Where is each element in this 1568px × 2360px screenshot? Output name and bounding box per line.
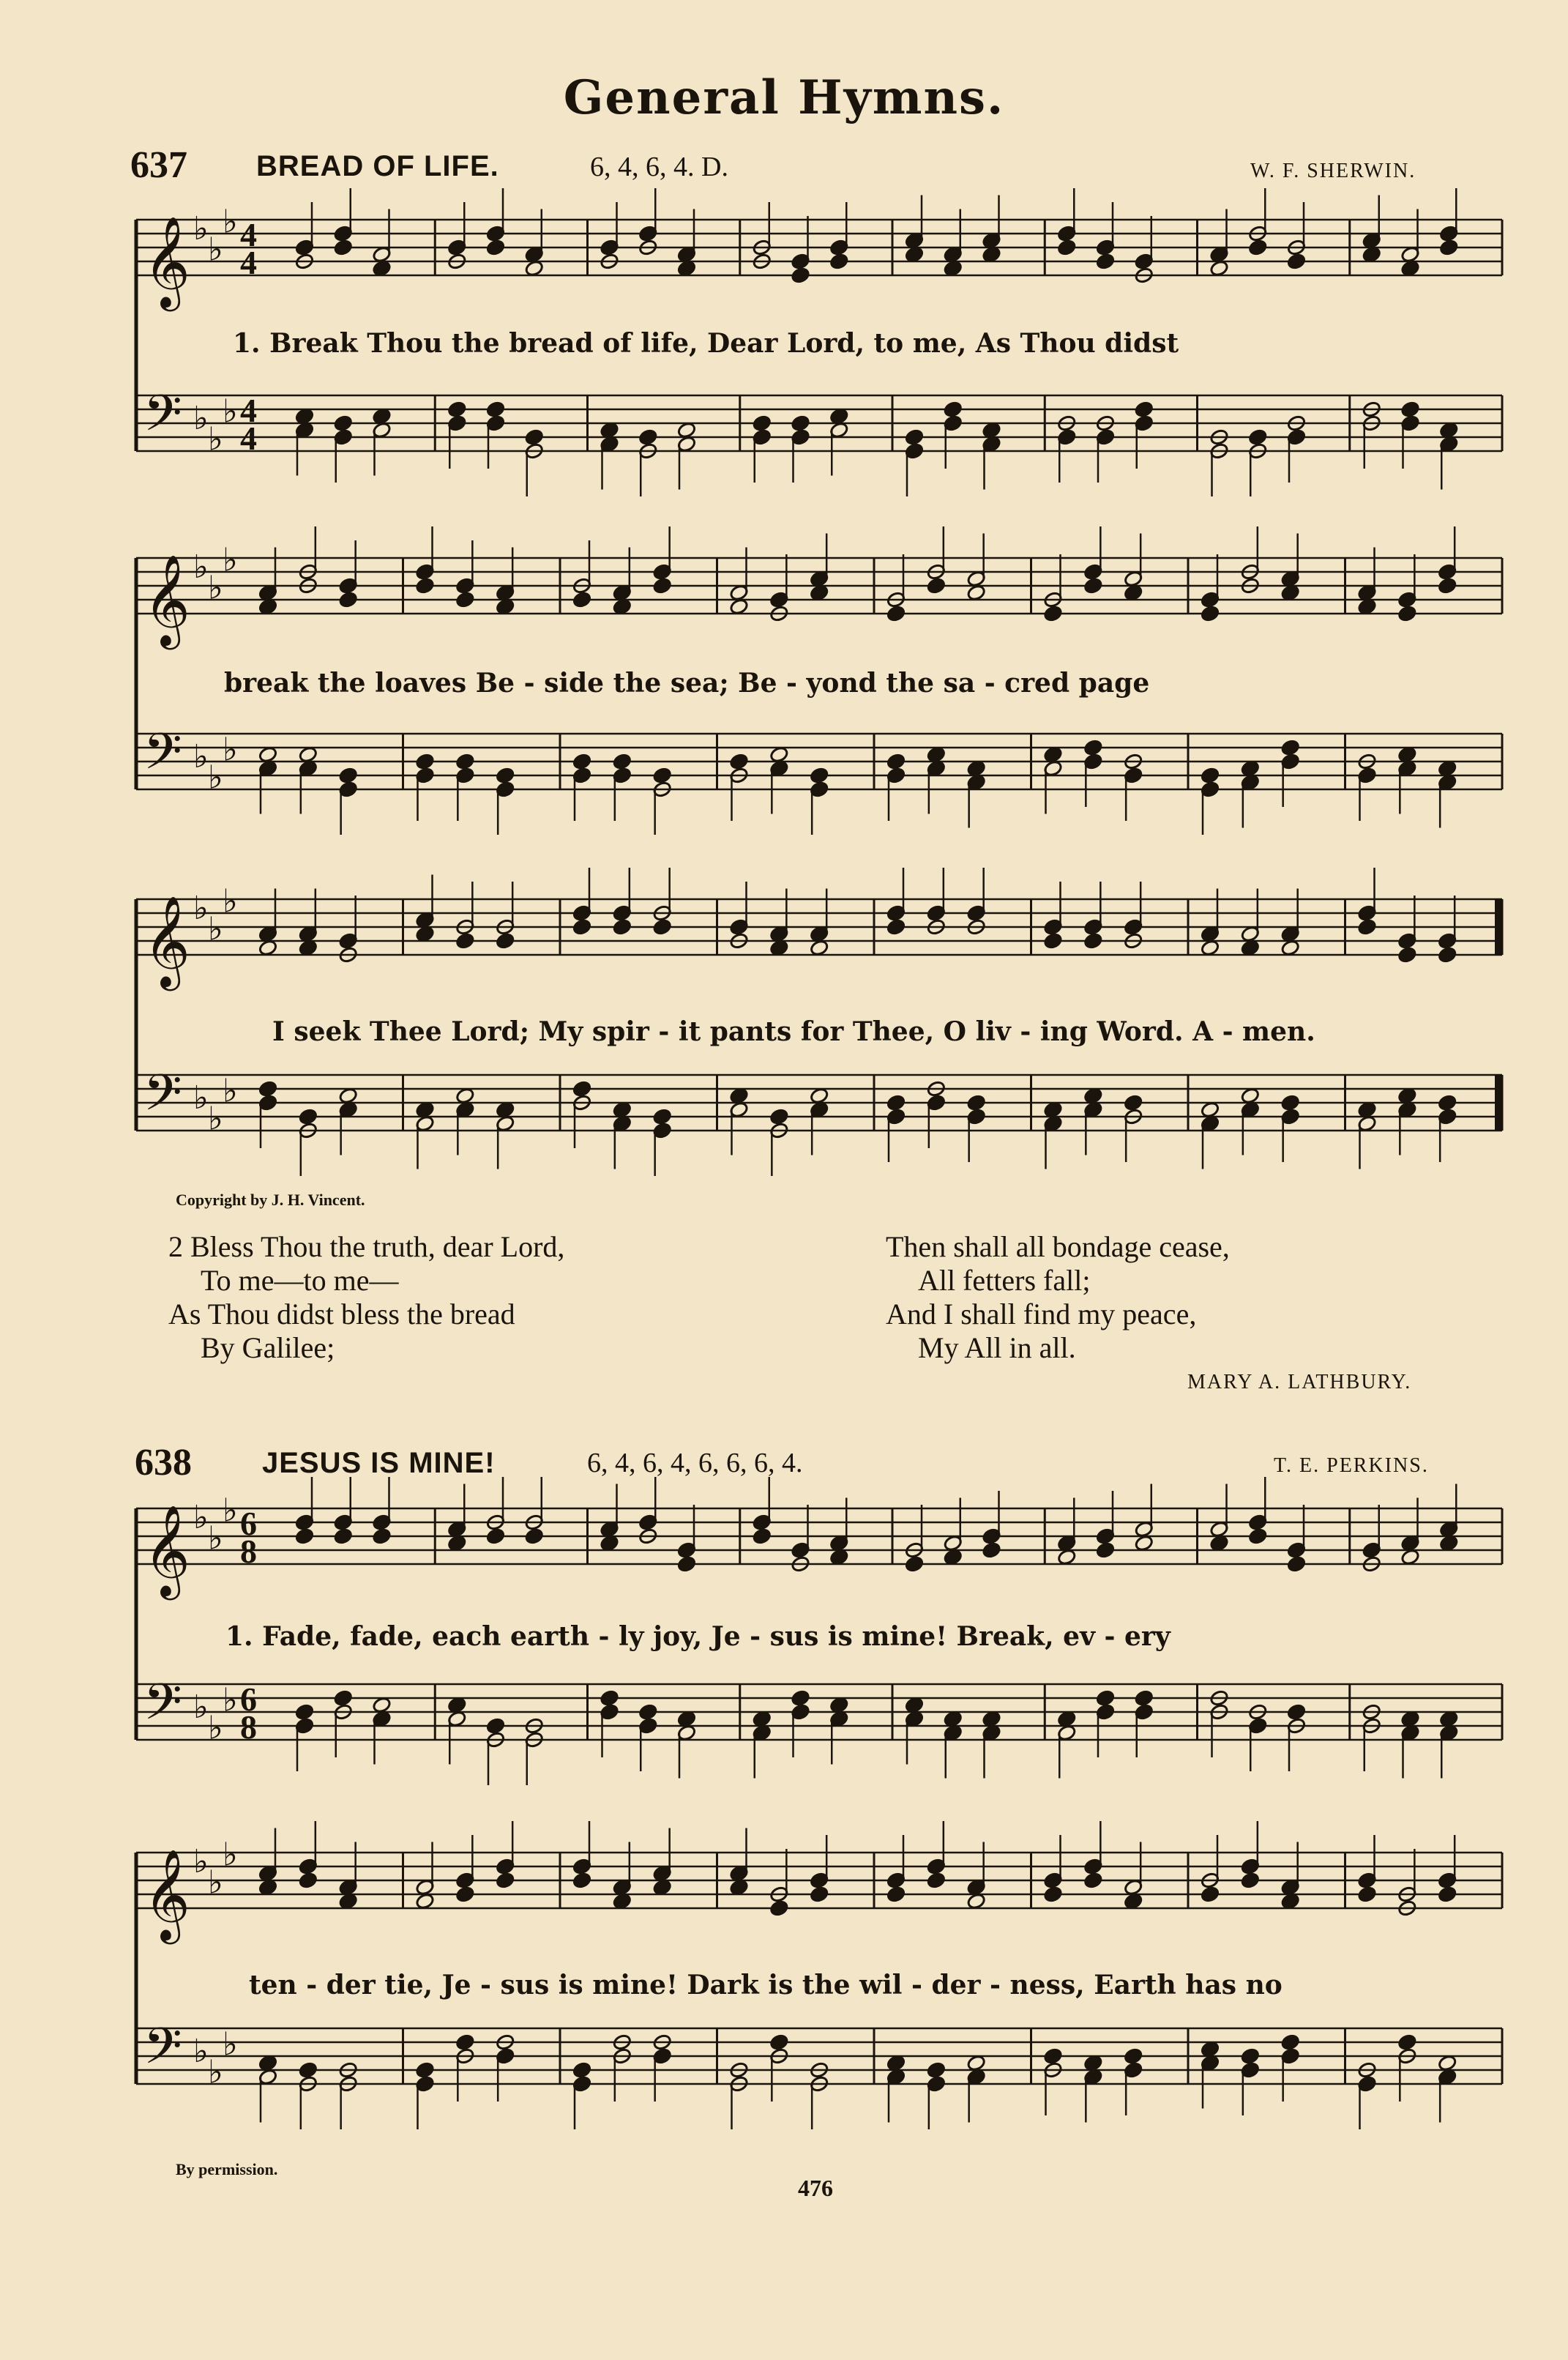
hymn-number: 637 bbox=[130, 144, 187, 186]
flat-sign-icon: ♭ bbox=[208, 231, 223, 269]
hymn-number: 638 bbox=[135, 1442, 192, 1484]
verse-line: 2 Bless Thou the truth, dear Lord, bbox=[168, 1230, 565, 1263]
page-number: 476 bbox=[798, 2175, 833, 2201]
note-head bbox=[652, 577, 672, 595]
note-head bbox=[298, 2061, 318, 2079]
note-head bbox=[1124, 1094, 1143, 1112]
flat-sign-icon: ♭ bbox=[193, 1843, 209, 1881]
note-head bbox=[791, 1689, 810, 1707]
note-head bbox=[1124, 2047, 1143, 2065]
time-signature-bottom: 8 bbox=[240, 1708, 257, 1746]
note-head bbox=[333, 1527, 353, 1545]
flat-sign-icon: ♭ bbox=[208, 910, 223, 948]
note-head bbox=[982, 1541, 1001, 1559]
lyric-line: I seek Thee Lord; My spir - it pants for Thee, O liv - ing Word. A - men. bbox=[272, 1016, 1315, 1047]
flat-sign-icon: ♭ bbox=[208, 420, 223, 458]
note-head bbox=[338, 591, 358, 608]
note-head bbox=[1357, 1886, 1377, 1903]
note-head bbox=[1287, 253, 1307, 270]
note-head bbox=[1438, 1094, 1457, 1112]
note-head bbox=[905, 1555, 925, 1573]
time-signature-bottom: 4 bbox=[240, 244, 257, 281]
note-head bbox=[926, 1872, 946, 1889]
note-head bbox=[1096, 1541, 1116, 1559]
note-head bbox=[926, 2061, 946, 2079]
note-head bbox=[455, 2033, 475, 2051]
verse-right bbox=[886, 1230, 1230, 1365]
note-head bbox=[1096, 253, 1116, 270]
note-head bbox=[612, 753, 632, 770]
note-head bbox=[572, 1872, 592, 1889]
flat-sign-icon: ♭ bbox=[208, 2053, 223, 2091]
flat-sign-icon: ♭ bbox=[193, 890, 209, 928]
note-head bbox=[677, 1555, 697, 1573]
note-head bbox=[652, 918, 672, 936]
note-head bbox=[1134, 401, 1154, 418]
flat-sign-icon: ♭ bbox=[223, 1072, 238, 1110]
flat-sign-icon: ♭ bbox=[223, 882, 238, 920]
time-signature-bottom: 4 bbox=[240, 420, 257, 457]
note-head bbox=[295, 1703, 315, 1721]
time-signature-bottom: 8 bbox=[240, 1533, 257, 1570]
note-head bbox=[1134, 1689, 1154, 1707]
note-head bbox=[1397, 946, 1417, 964]
note-head bbox=[1397, 2033, 1417, 2051]
note-head bbox=[829, 253, 849, 270]
note-head bbox=[295, 1527, 315, 1545]
note-head bbox=[372, 1527, 392, 1545]
note-head bbox=[1057, 239, 1077, 256]
note-head bbox=[1438, 577, 1457, 595]
note-head bbox=[1287, 1703, 1307, 1721]
note-head bbox=[455, 753, 475, 770]
flat-sign-icon: ♭ bbox=[193, 1689, 209, 1727]
flat-sign-icon: ♭ bbox=[208, 1100, 223, 1138]
verse-line: My All in all. bbox=[918, 1331, 1076, 1364]
time-signature-top: 4 bbox=[240, 216, 257, 253]
flat-sign-icon: ♭ bbox=[223, 731, 238, 769]
note-head bbox=[572, 1080, 592, 1098]
note-head bbox=[1096, 1689, 1116, 1707]
lyric-line: break the loaves Be - side the sea; Be - yond the sa - cred page bbox=[224, 668, 1150, 699]
final-bar-line bbox=[1495, 1075, 1502, 1131]
note-head bbox=[905, 428, 925, 446]
note-head bbox=[486, 401, 506, 418]
final-bar-line bbox=[1495, 899, 1502, 955]
note-head bbox=[966, 1094, 986, 1112]
flat-sign-icon: ♭ bbox=[223, 203, 238, 241]
note-head bbox=[752, 1527, 772, 1545]
note-head bbox=[486, 1717, 506, 1735]
note-head bbox=[886, 1094, 906, 1112]
note-head bbox=[612, 918, 632, 936]
note-head bbox=[1240, 2047, 1260, 2065]
note-head bbox=[1248, 239, 1268, 256]
note-head bbox=[729, 753, 749, 770]
note-head bbox=[1043, 2047, 1063, 2065]
note-head bbox=[486, 1527, 506, 1545]
note-head bbox=[333, 1689, 353, 1707]
flat-sign-icon: ♭ bbox=[208, 1709, 223, 1747]
note-head bbox=[1248, 428, 1268, 446]
note-head bbox=[769, 2033, 789, 2051]
note-head bbox=[638, 428, 658, 446]
lyric-line: ten - der tie, Je - sus is mine! Dark is the wil - der - ness, Earth has no bbox=[249, 1970, 1283, 2000]
note-head bbox=[1438, 1886, 1457, 1903]
note-head bbox=[791, 267, 810, 284]
note-head bbox=[338, 767, 358, 784]
note-head bbox=[572, 918, 592, 936]
note-head bbox=[333, 414, 353, 432]
hymn-composer: T. E. PERKINS. bbox=[1274, 1454, 1429, 1477]
flat-sign-icon: ♭ bbox=[223, 392, 238, 431]
flat-sign-icon: ♭ bbox=[193, 548, 209, 587]
note-head bbox=[496, 1872, 515, 1889]
note-head bbox=[415, 753, 435, 770]
note-head bbox=[524, 428, 544, 446]
note-head bbox=[752, 414, 772, 432]
note-head bbox=[572, 2061, 592, 2079]
note-head bbox=[886, 918, 906, 936]
flat-sign-icon: ♭ bbox=[193, 210, 209, 248]
note-head bbox=[1287, 1555, 1307, 1573]
bass-clef-icon: 𝄢 bbox=[143, 1065, 182, 1134]
verse-line: To me—to me— bbox=[201, 1264, 399, 1297]
hymn-title: BREAD OF LIFE. bbox=[256, 150, 499, 182]
verse-line: As Thou didst bless the bread bbox=[168, 1298, 515, 1330]
note-head bbox=[1043, 932, 1063, 950]
note-head bbox=[810, 1886, 829, 1903]
note-head bbox=[769, 1899, 789, 1917]
note-head bbox=[1201, 767, 1220, 784]
note-head bbox=[333, 239, 353, 256]
note-head bbox=[1397, 605, 1417, 622]
verse-line: By Galilee; bbox=[201, 1331, 335, 1364]
flat-sign-icon: ♭ bbox=[193, 1499, 209, 1537]
hymn-title: JESUS IS MINE! bbox=[262, 1447, 496, 1479]
note-head bbox=[1083, 1872, 1103, 1889]
note-head bbox=[1280, 739, 1300, 756]
note-head bbox=[652, 1108, 672, 1125]
bass-clef-icon: 𝄢 bbox=[143, 385, 182, 455]
flat-sign-icon: ♭ bbox=[223, 2025, 238, 2063]
note-head bbox=[791, 414, 810, 432]
flat-sign-icon: ♭ bbox=[208, 1864, 223, 1902]
note-head bbox=[652, 767, 672, 784]
note-head bbox=[572, 591, 592, 608]
copyright-note: Copyright by J. H. Vincent. bbox=[176, 1191, 365, 1209]
note-head bbox=[886, 753, 906, 770]
note-head bbox=[447, 401, 467, 418]
note-head bbox=[600, 1689, 619, 1707]
flat-sign-icon: ♭ bbox=[193, 1079, 209, 1117]
flat-sign-icon: ♭ bbox=[208, 1519, 223, 1557]
note-head bbox=[638, 1703, 658, 1721]
note-head bbox=[1201, 1886, 1220, 1903]
note-head bbox=[1240, 1872, 1260, 1889]
note-head bbox=[1083, 577, 1103, 595]
note-head bbox=[886, 1886, 906, 1903]
note-head bbox=[926, 577, 946, 595]
lyric-line: 1. Break Thou the bread of life, Dear Lord, to me, As Thou didst bbox=[233, 328, 1179, 359]
note-head bbox=[1439, 239, 1459, 256]
note-head bbox=[1043, 1886, 1063, 1903]
flat-sign-icon: ♭ bbox=[223, 1836, 238, 1874]
note-head bbox=[886, 605, 906, 622]
time-signature-top: 6 bbox=[240, 1680, 257, 1718]
lyric-line: 1. Fade, fade, each earth - ly joy, Je - sus is mine! Break, ev - ery bbox=[225, 1621, 1171, 1652]
note-head bbox=[415, 2061, 435, 2079]
flat-sign-icon: ♭ bbox=[223, 541, 238, 579]
note-head bbox=[298, 1872, 318, 1889]
treble-clef-icon: 𝄞 bbox=[143, 554, 190, 646]
note-head bbox=[572, 753, 592, 770]
note-head bbox=[1438, 946, 1457, 964]
note-head bbox=[1043, 605, 1063, 622]
note-head bbox=[1357, 918, 1377, 936]
note-head bbox=[769, 1108, 789, 1125]
treble-clef-icon: 𝄞 bbox=[143, 1505, 190, 1596]
note-head bbox=[943, 401, 963, 418]
flat-sign-icon: ♭ bbox=[223, 1492, 238, 1530]
time-signature-top: 4 bbox=[240, 392, 257, 429]
bass-clef-icon: 𝄢 bbox=[143, 723, 182, 793]
note-head bbox=[455, 591, 475, 608]
note-head bbox=[1280, 1094, 1300, 1112]
note-head bbox=[496, 767, 515, 784]
note-head bbox=[1083, 739, 1103, 756]
hymn-author: MARY A. LATHBURY. bbox=[1187, 1371, 1412, 1393]
note-head bbox=[496, 932, 515, 950]
time-signature-top: 6 bbox=[240, 1505, 257, 1542]
note-head bbox=[258, 1080, 278, 1098]
bass-clef-icon: 𝄢 bbox=[143, 1674, 182, 1743]
verse-line: Then shall all bondage cease, bbox=[886, 1230, 1230, 1263]
note-head bbox=[455, 1886, 475, 1903]
note-head bbox=[1201, 605, 1220, 622]
treble-clef-icon: 𝄞 bbox=[143, 216, 190, 308]
note-head bbox=[1248, 1527, 1268, 1545]
hymn-composer: W. F. SHERWIN. bbox=[1250, 160, 1416, 182]
flat-sign-icon: ♭ bbox=[223, 1681, 238, 1719]
bass-clef-icon: 𝄢 bbox=[143, 2018, 182, 2088]
verse-line: And I shall find my peace, bbox=[886, 1298, 1197, 1330]
treble-clef-icon: 𝄞 bbox=[143, 896, 190, 987]
flat-sign-icon: ♭ bbox=[193, 738, 209, 776]
note-head bbox=[415, 577, 435, 595]
note-head bbox=[1083, 932, 1103, 950]
note-head bbox=[486, 239, 506, 256]
permission-note: By permission. bbox=[176, 2160, 278, 2178]
note-head bbox=[455, 932, 475, 950]
note-head bbox=[1400, 401, 1420, 418]
note-head bbox=[1280, 2033, 1300, 2051]
hymn-meter: 6, 4, 6, 4, 6, 6, 6, 4. bbox=[587, 1448, 803, 1478]
flat-sign-icon: ♭ bbox=[208, 569, 223, 607]
note-head bbox=[810, 767, 829, 784]
treble-clef-icon: 𝄞 bbox=[143, 1849, 190, 1940]
flat-sign-icon: ♭ bbox=[193, 2033, 209, 2071]
verse-left bbox=[168, 1230, 564, 1365]
page-title: General Hymns. bbox=[563, 70, 1005, 125]
note-head bbox=[524, 1527, 544, 1545]
verse-line: All fetters fall; bbox=[918, 1264, 1091, 1297]
note-head bbox=[298, 1108, 318, 1125]
flat-sign-icon: ♭ bbox=[208, 759, 223, 797]
hymn-meter: 6, 4, 6, 4. D. bbox=[590, 152, 728, 182]
flat-sign-icon: ♭ bbox=[193, 400, 209, 438]
